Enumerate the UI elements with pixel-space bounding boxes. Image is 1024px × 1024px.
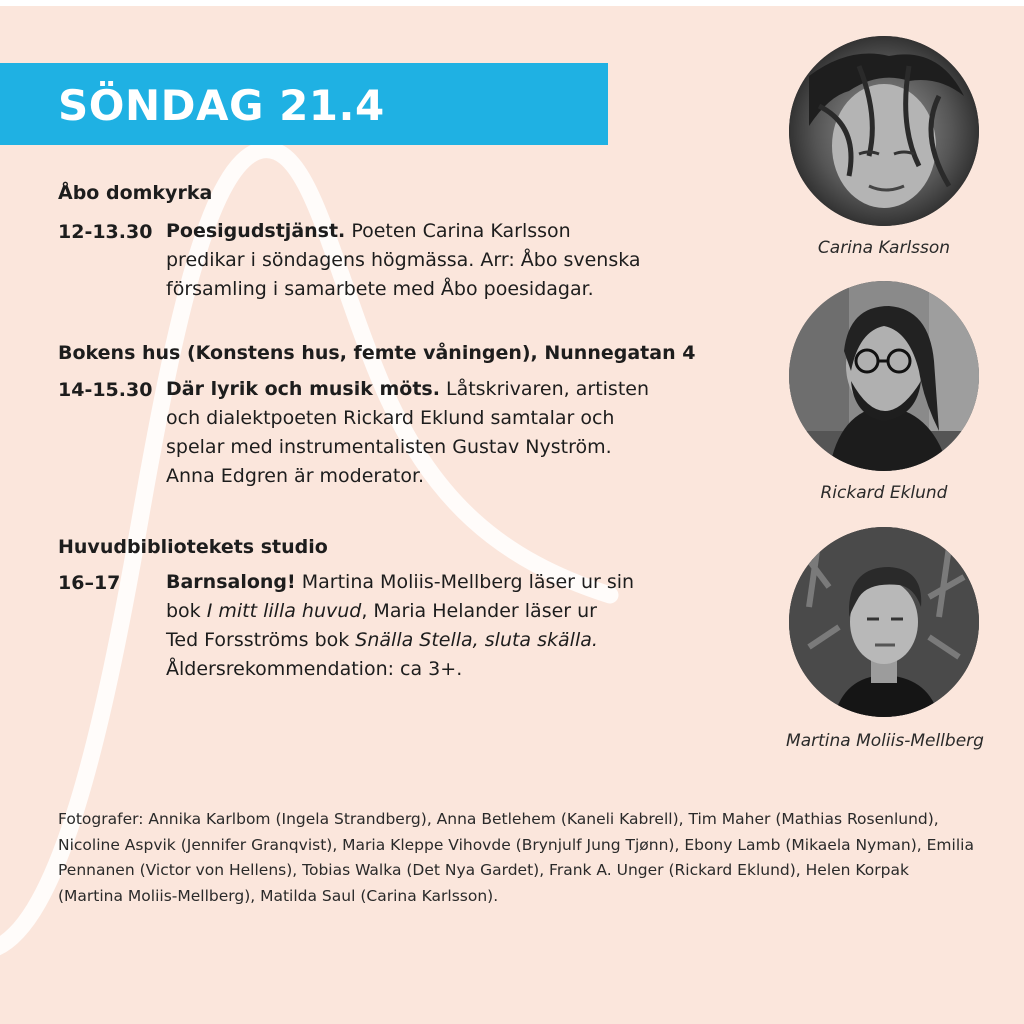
- event-text: Poeten Carina Karlsson: [351, 220, 571, 242]
- event-text: Ted Forsströms bok: [166, 629, 356, 651]
- portrait-rickard-eklund: [789, 281, 979, 471]
- photo-credits: Fotografer: Annika Karlbom (Ingela Strandberg), Anna Betlehem (Kaneli Kabrell), Tim Maher (Mathias Rosenlund), Nicoline Aspvik (Jennifer Granqvist), Maria Kleppe Vihovde (Brynjulf Jung Tjønn), Ebony Lamb (Mikaela Nyman), Emilia Pennanen (Victor von Hellens), Tobias Walka (Det Nya Gardet), Frank A. Unger (Rickard Eklund), Helen Korpak (Martina Moliis-Mellberg), Matilda Saul (Carina Karlsson).: [58, 810, 974, 905]
- event-text: , Maria Helander läser ur: [361, 600, 597, 622]
- event-text: Åldersrekommendation: ca 3+.: [166, 658, 463, 680]
- event-text: predikar i söndagens högmässa. Arr: Åbo svenska: [166, 249, 641, 271]
- event-text: bok: [166, 600, 207, 622]
- event-text: församling i samarbete med Åbo poesidagar.: [166, 278, 594, 300]
- event-description: [166, 568, 766, 684]
- event-title: Där lyrik och musik möts.: [166, 378, 440, 400]
- venue-heading-huvudbiblioteket: Huvudbibliotekets studio: [58, 536, 328, 558]
- event-text: Martina Moliis-Mellberg läser ur sin: [301, 571, 635, 593]
- date-banner: [0, 63, 608, 145]
- event-text: Anna Edgren är moderator.: [166, 465, 425, 487]
- portrait-caption: Carina Karlsson: [817, 238, 951, 258]
- venue-heading-bokens-hus: Bokens hus (Konstens hus, femte våningen), Nunnegatan 4: [58, 342, 696, 364]
- event-title: Poesigudstjänst.: [166, 220, 346, 242]
- portrait-caption: Martina Moliis-Mellberg: [786, 731, 984, 751]
- portrait-carina-karlsson: [789, 36, 979, 226]
- venue-heading-abo-domkyrka: Åbo domkyrka: [58, 182, 213, 204]
- book-title: I mitt lilla huvud: [206, 600, 362, 622]
- portrait-martina-moliis-mellberg: [789, 527, 979, 717]
- portrait-caption: Rickard Eklund: [820, 483, 948, 503]
- event-title: Barnsalong!: [166, 571, 296, 593]
- book-title: Snälla Stella, sluta skälla.: [355, 629, 598, 651]
- date-title: SÖNDAG 21.4: [58, 81, 385, 130]
- event-time: 12-13.30: [58, 221, 153, 243]
- event-text: spelar med instrumentalisten Gustav Nyström.: [166, 436, 612, 458]
- event-text: och dialektpoeten Rickard Eklund samtalar och: [166, 407, 615, 429]
- top-border: [0, 0, 1024, 6]
- event-time: 14-15.30: [58, 379, 153, 401]
- event-description: [166, 217, 766, 304]
- event-time: 16–17: [58, 572, 121, 594]
- event-text: Låtskrivaren, artisten: [445, 378, 650, 400]
- event-description: [166, 375, 766, 491]
